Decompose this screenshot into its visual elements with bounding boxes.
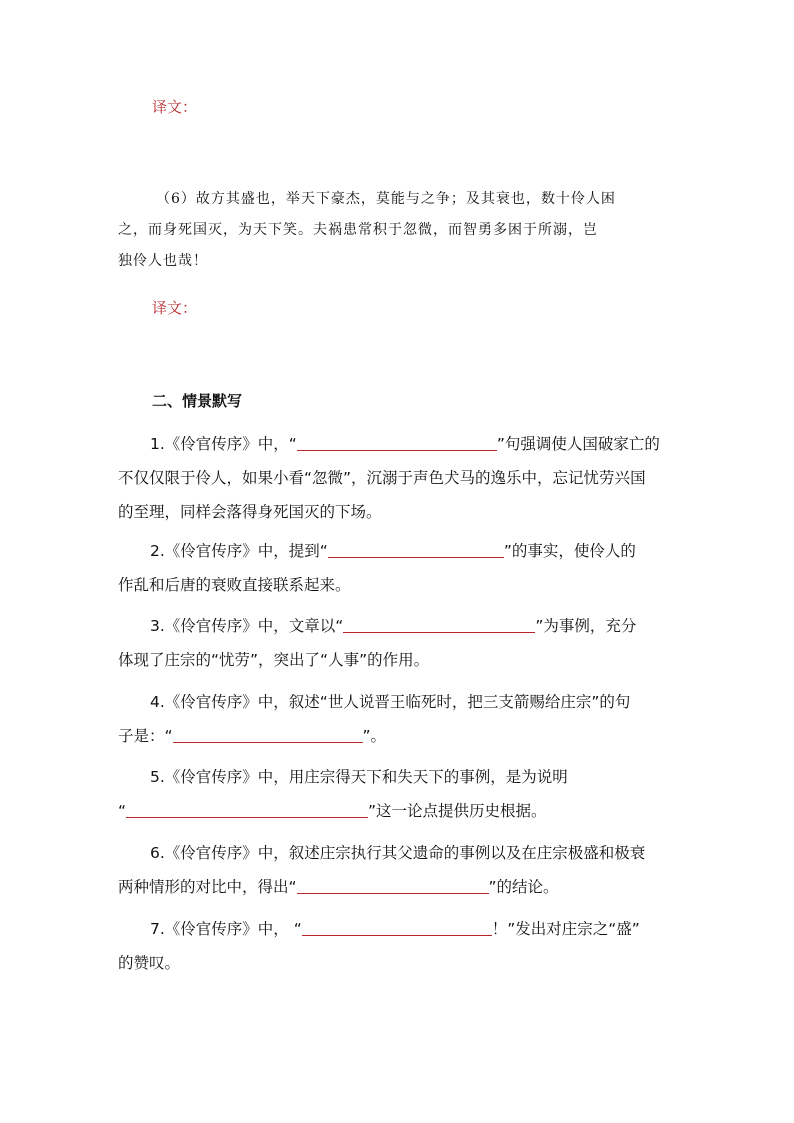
- question-text: ”的事实，使伶人的: [503, 542, 636, 560]
- question-text: ”的结论。: [488, 878, 559, 896]
- answer-blank[interactable]: [302, 918, 492, 936]
- passage-line: （6）故方其盛也，举天下豪杰，莫能与之争；及其衰也，数十伶人困: [156, 191, 616, 207]
- passage-line: 之，而身死国灭，为天下笑。夫祸患常积于忽微，而智勇多困于所溺，岂: [118, 222, 598, 238]
- question-text: 1.《伶官传序》中，“: [150, 435, 297, 453]
- answer-blank[interactable]: [328, 540, 504, 558]
- question-6: [118, 836, 678, 904]
- question-text: 3.《伶官传序》中，文章以“: [150, 617, 344, 635]
- passage-6: [118, 184, 678, 277]
- question-text: 4.《伶官传序》中，叙述“世人说晋王临死时，把三支箭赐给庄宗”的句: [150, 693, 631, 711]
- section-heading: 二、情景默写: [152, 392, 243, 410]
- question-text: ！”发出对庄宗之“盛”: [491, 920, 640, 938]
- question-text: 5.《伶官传序》中，用庄宗得天下和失天下的事例，是为说明: [150, 768, 568, 786]
- question-text: 不仅仅限于伶人，如果小看“忽微”，沉溺于声色犬马的逸乐中，忘记忧劳兴国: [118, 469, 646, 487]
- translation-label-2: 译文：: [152, 299, 198, 317]
- question-2: [118, 534, 678, 602]
- answer-blank[interactable]: [126, 800, 368, 818]
- question-text: ”这一论点提供历史根据。: [368, 802, 547, 820]
- question-text: 作乱和后唐的衰败直接联系起来。: [118, 576, 351, 594]
- question-text: 2.《伶官传序》中，提到“: [150, 542, 328, 560]
- answer-blank[interactable]: [297, 876, 489, 894]
- translation-label-1: 译文：: [152, 98, 198, 116]
- question-text: 体现了庄宗的“忧劳”，突出了“人事”的作用。: [118, 651, 430, 669]
- question-3: [118, 609, 678, 677]
- question-text: “: [118, 802, 127, 820]
- question-text: 的赞叹。: [118, 954, 181, 972]
- question-text: ”为事例，充分: [535, 617, 637, 635]
- question-text: 7.《伶官传序》中， “: [150, 920, 302, 938]
- question-text: 6.《伶官传序》中，叙述庄宗执行其父遗命的事例以及在庄宗极盛和极衰: [150, 844, 646, 862]
- question-text: 的至理，同样会落得身死国灭的下场。: [118, 503, 382, 521]
- question-text: 两种情形的对比中，得出“: [118, 878, 297, 896]
- question-1: [118, 427, 678, 529]
- question-7: [118, 912, 678, 980]
- answer-blank[interactable]: [173, 725, 363, 743]
- answer-blank[interactable]: [297, 433, 497, 451]
- question-4: [118, 685, 678, 753]
- question-5: [118, 760, 678, 828]
- question-text: 子是：“: [118, 727, 173, 745]
- question-text: ”。: [362, 727, 387, 745]
- question-text: ”句强调使人国破家亡的: [496, 435, 660, 453]
- passage-line: 独伶人也哉！: [118, 253, 208, 269]
- answer-blank[interactable]: [343, 615, 535, 633]
